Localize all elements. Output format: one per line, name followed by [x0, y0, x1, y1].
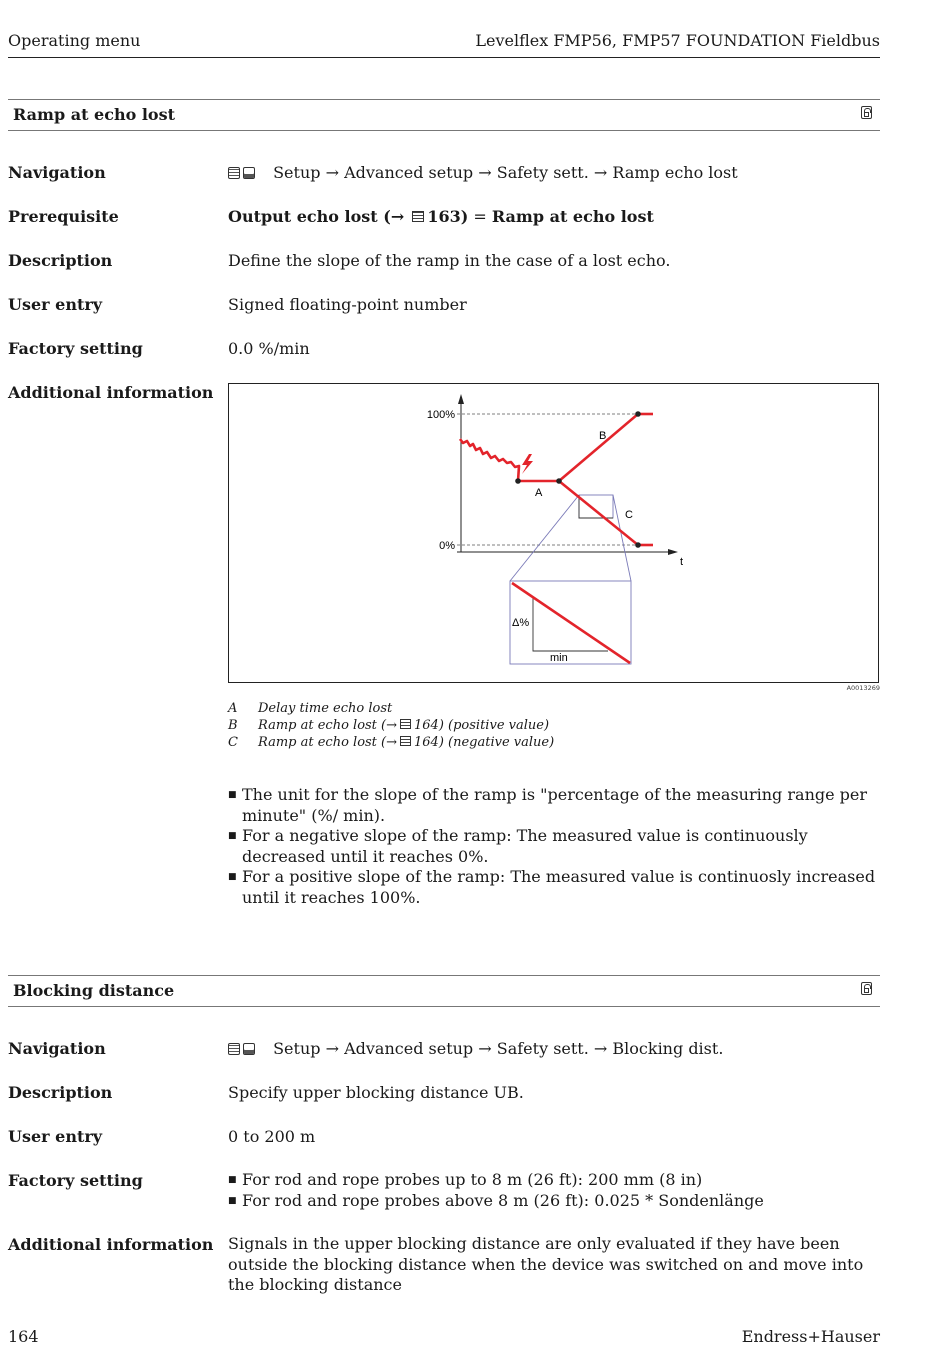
- legend-note: (negative value): [443, 735, 555, 750]
- label-100-percent: 100%: [426, 409, 455, 421]
- label-A: A: [535, 487, 543, 499]
- keypad-icon: [228, 167, 240, 179]
- label-delta-percent: Δ%: [512, 617, 530, 629]
- display-icon: [243, 167, 255, 179]
- prerequisite-equals: =: [468, 207, 492, 226]
- additional-info-label: Additional information: [8, 383, 214, 402]
- user-entry-label: User entry: [8, 295, 103, 314]
- description-label: Description: [8, 251, 113, 270]
- additional-info-bullets: [228, 785, 880, 908]
- node-delay-start: [515, 478, 521, 484]
- additional-info-text: Signals in the upper blocking distance are only evaluated if they have been outside the blocking distance when the device was switched on and move into the blocking distance: [228, 1234, 864, 1294]
- ramp-positive-B: [559, 414, 638, 481]
- zoom-region: [579, 495, 613, 518]
- factory-setting-item: ■ For rod and rope probes up to 8 m (26 ft): 200 mm (8 in): [228, 1170, 880, 1191]
- bullet-item: ■ For a negative slope of the ramp: The measured value is continuously decreased until it reaches 0%.: [228, 826, 880, 867]
- legend-key: C: [228, 735, 238, 750]
- factory-setting-item: ■ For rod and rope probes above 8 m (26 ft): 0.025 * Sondenlänge: [228, 1191, 880, 1212]
- lock-icon: [861, 106, 872, 119]
- figure-code: A0013269: [846, 684, 880, 692]
- legend-page-ref[interactable]: 164): [414, 735, 444, 750]
- label-C: C: [625, 509, 633, 521]
- description-text: Define the slope of the ramp in the case of a lost echo.: [228, 251, 671, 270]
- legend-text: Ramp at echo lost (→: [258, 718, 398, 733]
- zoom-connector-left: [510, 495, 579, 581]
- navigation-label: Navigation: [8, 1039, 106, 1058]
- legend-text: Ramp at echo lost (→: [258, 735, 398, 750]
- section-title: Ramp at echo lost: [13, 105, 175, 124]
- footer-brand: Endress+Hauser: [741, 1327, 880, 1346]
- ramp-diagram-svg: [229, 384, 878, 682]
- label-0-percent: 0%: [439, 540, 455, 552]
- y-axis-arrow: [458, 394, 464, 404]
- legend-key: B: [228, 718, 238, 733]
- legend-item: [228, 718, 549, 733]
- section-title: Blocking distance: [13, 981, 175, 1000]
- node-delay-end: [556, 478, 562, 484]
- legend-item: [228, 701, 392, 716]
- prerequisite-param: Output echo lost (→: [228, 207, 405, 226]
- factory-setting-list: [228, 1170, 880, 1211]
- section-bar-ramp-at-echo-lost: [8, 99, 880, 131]
- navigation-label: Navigation: [8, 163, 106, 182]
- x-axis-arrow: [668, 549, 678, 555]
- navigation-text: Setup → Advanced setup → Safety sett. → Blocking dist.: [273, 1039, 724, 1058]
- label-B: B: [599, 430, 607, 442]
- running-header-left: Operating menu: [8, 31, 141, 50]
- section-bar-blocking-distance: [8, 975, 880, 1007]
- description-label: Description: [8, 1083, 113, 1102]
- factory-setting-label: Factory setting: [8, 339, 143, 358]
- prerequisite-value: [228, 207, 654, 226]
- page-reference-icon: [400, 719, 411, 729]
- keypad-icon: [228, 1043, 240, 1055]
- user-entry-label: User entry: [8, 1127, 103, 1146]
- bullet-item: ■ The unit for the slope of the ramp is "percentage of the measuring range per minute" (%/ min).: [228, 785, 880, 826]
- node-reach-0: [635, 542, 641, 548]
- additional-info-label: Additional information: [8, 1235, 214, 1254]
- prerequisite-page-ref[interactable]: 163): [427, 207, 469, 226]
- header-rule: [8, 57, 880, 58]
- prerequisite-option: Ramp at echo lost: [491, 207, 654, 226]
- signal-line: [460, 439, 519, 481]
- description-text: Specify upper blocking distance UB.: [228, 1083, 524, 1102]
- legend-key: A: [228, 701, 238, 716]
- legend-item: [228, 735, 554, 750]
- label-min: min: [550, 652, 568, 664]
- lock-icon: [861, 982, 872, 995]
- display-icon: [243, 1043, 255, 1055]
- navigation-path: [228, 163, 738, 182]
- slope-triangle: [579, 495, 613, 518]
- user-entry-value: Signed floating-point number: [228, 295, 467, 314]
- echo-lost-lightning-icon: [522, 454, 533, 474]
- factory-setting-value: 0.0 %/min: [228, 339, 310, 358]
- page-reference-icon: [412, 211, 424, 222]
- navigation-path: [228, 1039, 723, 1058]
- legend-note: (positive value): [443, 718, 550, 733]
- legend-page-ref[interactable]: 164): [414, 718, 444, 733]
- bullet-item: ■ For a positive slope of the ramp: The measured value is continuosly increased until it reaches 100%.: [228, 867, 880, 908]
- node-reach-100: [635, 411, 641, 417]
- ramp-diagram: [228, 383, 879, 683]
- prerequisite-label: Prerequisite: [8, 207, 119, 226]
- factory-setting-label: Factory setting: [8, 1171, 143, 1190]
- page-number: 164: [8, 1327, 39, 1346]
- user-entry-value: 0 to 200 m: [228, 1127, 316, 1146]
- running-header-right: Levelflex FMP56, FMP57 FOUNDATION Fieldbus: [475, 31, 880, 50]
- navigation-text: Setup → Advanced setup → Safety sett. → Ramp echo lost: [273, 163, 738, 182]
- page-reference-icon: [400, 736, 411, 746]
- legend-text: Delay time echo lost: [258, 701, 393, 716]
- label-time: t: [680, 556, 684, 568]
